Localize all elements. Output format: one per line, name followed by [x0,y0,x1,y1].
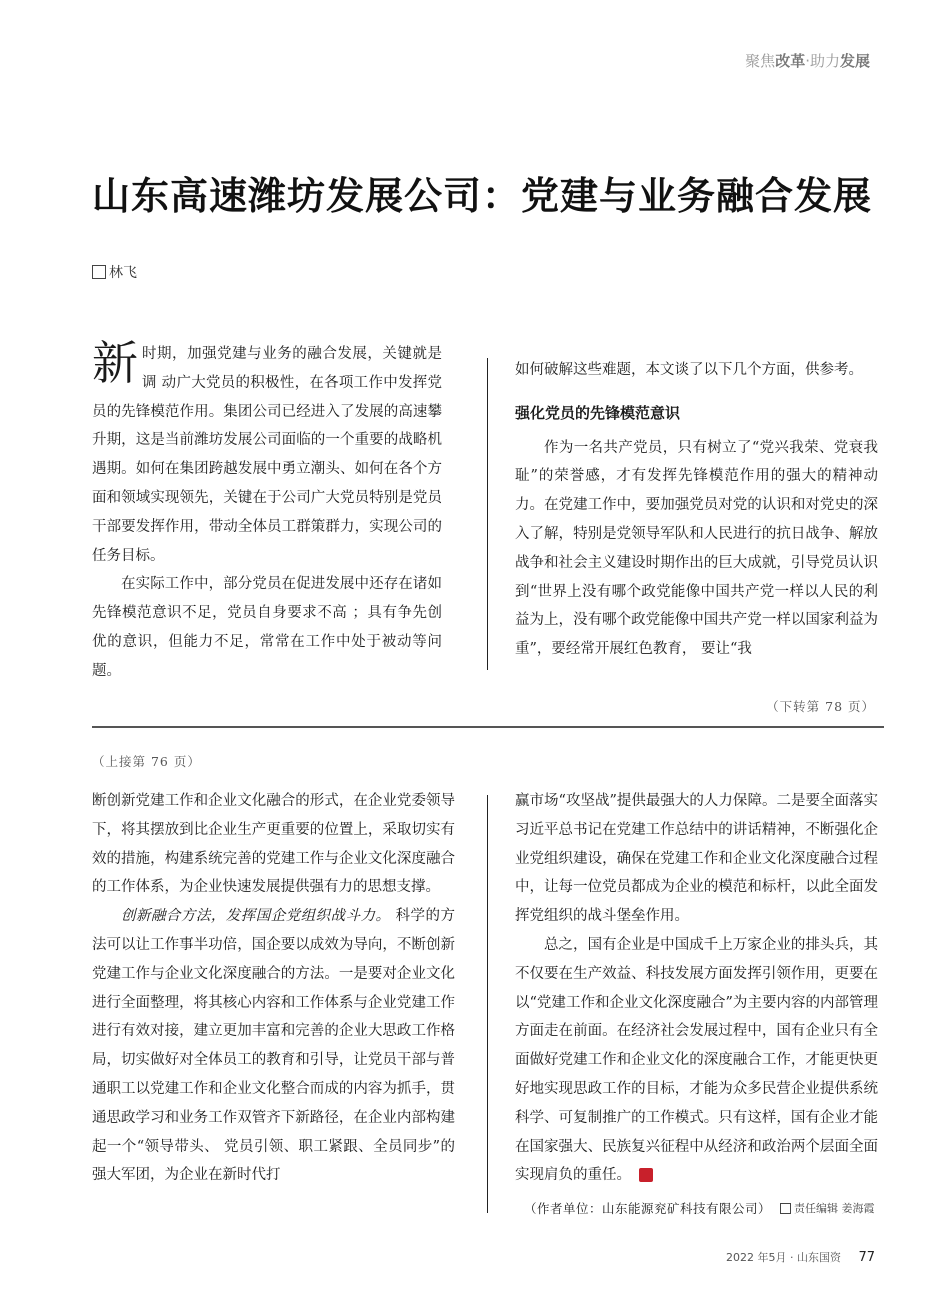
page-footer [726,1249,875,1265]
bottom-left-column [92,787,455,1190]
paragraph: 如何破解这些难题，本文谈了以下几个方面，供参考。 [515,362,863,378]
paragraph: 在实际工作中，部分党员在促进发展中还存在诸如先锋模范意识不足，党员自身要求不高 ；具有争先创优的意识，但能力不足，常常在工作中处于被动等问题。 [92,576,442,679]
top-left-column [92,336,443,686]
byline [92,262,137,282]
paragraph: 科学的方法可以让工作事半功倍，国企要以成效为导向，不断创新党建工作与企业文化深度融合的方法。一是要对企业文化进行全面整理，将其核心内容和工作体系与企业党建工作进行有效对接，建立更加丰富和完善的企业大思政工作格局，切实做好对全体员工的教育和引导，让党员干部与普通职工以党建工作和企业文化整合而成的内容为抓手，贯通思政学习和业务工作双管齐下新路径，在企业内部构建起一个“领导带头、 党员引领、职工紧跟、全员同步”的强大军团，为企业在新时代打 [92,908,455,1184]
section-tag-part: 改革 [775,52,806,70]
continued-on-note: （下转第 78 页） [766,699,875,714]
paragraph: 赢市场“攻坚战”提供最强大的人力保障。二是要全面落实习近平总书记在党建工作总结中的讲话精神，不断强化企业党组织建设，确保在党建工作和企业文化深度融合过程中，让每一位党员都成为企业的模范和标杆，以此全面发挥党组织的战斗堡垒作用。 [515,793,878,925]
page-number: 77 [858,1250,875,1265]
author-affiliation: （作者单位：山东能源兖矿科技有限公司） [524,1201,772,1216]
section-tag [745,50,870,71]
issue-info: 2022 年5月 · 山东国资 [725,1251,841,1264]
section-heading: 强化党员的先锋模范意识 [515,403,681,422]
author-name: 林飞 [109,265,137,281]
paragraph: 动广大党员的积极性，在各项工作中发挥党员的先锋模范作用。集团公司已经进入了发展的高速攀升期，这是当前潍坊发展公司面临的一个重要的战略机遇期。如何在集团跨越发展中勇立潮头、如何在各个方面和领域实现领先，关键在于公司广大党员特别是党员干部要发挥作用，带动全体员工群策群力，实现公司的任务目标。 [92,374,443,564]
paragraph: 总之，国有企业是中国成千上万家企业的排头兵，其不仅要在生产效益、科技发展方面发挥引领作用，更要在以“党建工作和企业文化深度融合”为主要内容的内部管理方面走在前面。在经济社会发展过程中，国有企业只有全面做好党建工作和企业文化的深度融合工作，才能更快更好地实现思政工作的目标，才能为众多民营企业提供系统科学、可复制推广的工作模式。只有这样，国有企业才能在国家强大、民族复兴征程中从经济和政治两个层面全面实现肩负的重任。 [515,936,878,1184]
square-icon [92,265,106,279]
bottom-right-column [515,787,878,1190]
section-tag-part: 发展 [839,52,870,70]
square-icon [780,1203,791,1214]
drop-cap: 新 [92,336,138,390]
section-tag-part: ·助力 [805,52,840,70]
editor-name: 责任编辑 姜海霞 [794,1202,875,1215]
subheading: 创新融合方法，发挥国企党组织战斗力。 [121,908,391,925]
paragraph: 时期，加强党建与业务的融合发展，关键就是调 [142,346,442,391]
paragraph: 作为一名共产党员，只有树立了“党兴我荣、党衰我耻”的荣誉感，才有发挥先锋模范作用的强大的精神动力。在党建工作中，要加强党员对党的认识和对党史的深入了解，特别是党领导军队和人民进行的抗日战争、解放战争和社会主义建设时期作出的巨大成就，引导党员认识到“世界上没有哪个政党能像中国共产党一样以人民的利益为上，没有哪个政党能像中国共产党一样以国家利益为重”，要经常开展红色教育， 要让“我 [515,439,878,658]
article-title: 山东高速潍坊发展公司：党建与业务融合发展 [92,173,873,218]
continued-from-note: （上接第 76 页） [92,754,201,769]
column-divider [487,358,488,670]
section-tag-part: 聚焦 [745,52,776,70]
top-right-column [515,356,878,664]
column-divider [487,795,488,1213]
section-divider [92,726,884,728]
paragraph: 断创新党建工作和企业文化融合的形式，在企业党委领导下，将其摆放到比企业生产更重要的位置上，采取切实有效的措施，构建系统完善的党建工作与企业文化深度融合的工作体系，为企业快速发展提供强有力的思想支撑。 [92,793,455,896]
editor-credit [780,1200,875,1216]
end-mark-icon: Z [639,1168,653,1182]
